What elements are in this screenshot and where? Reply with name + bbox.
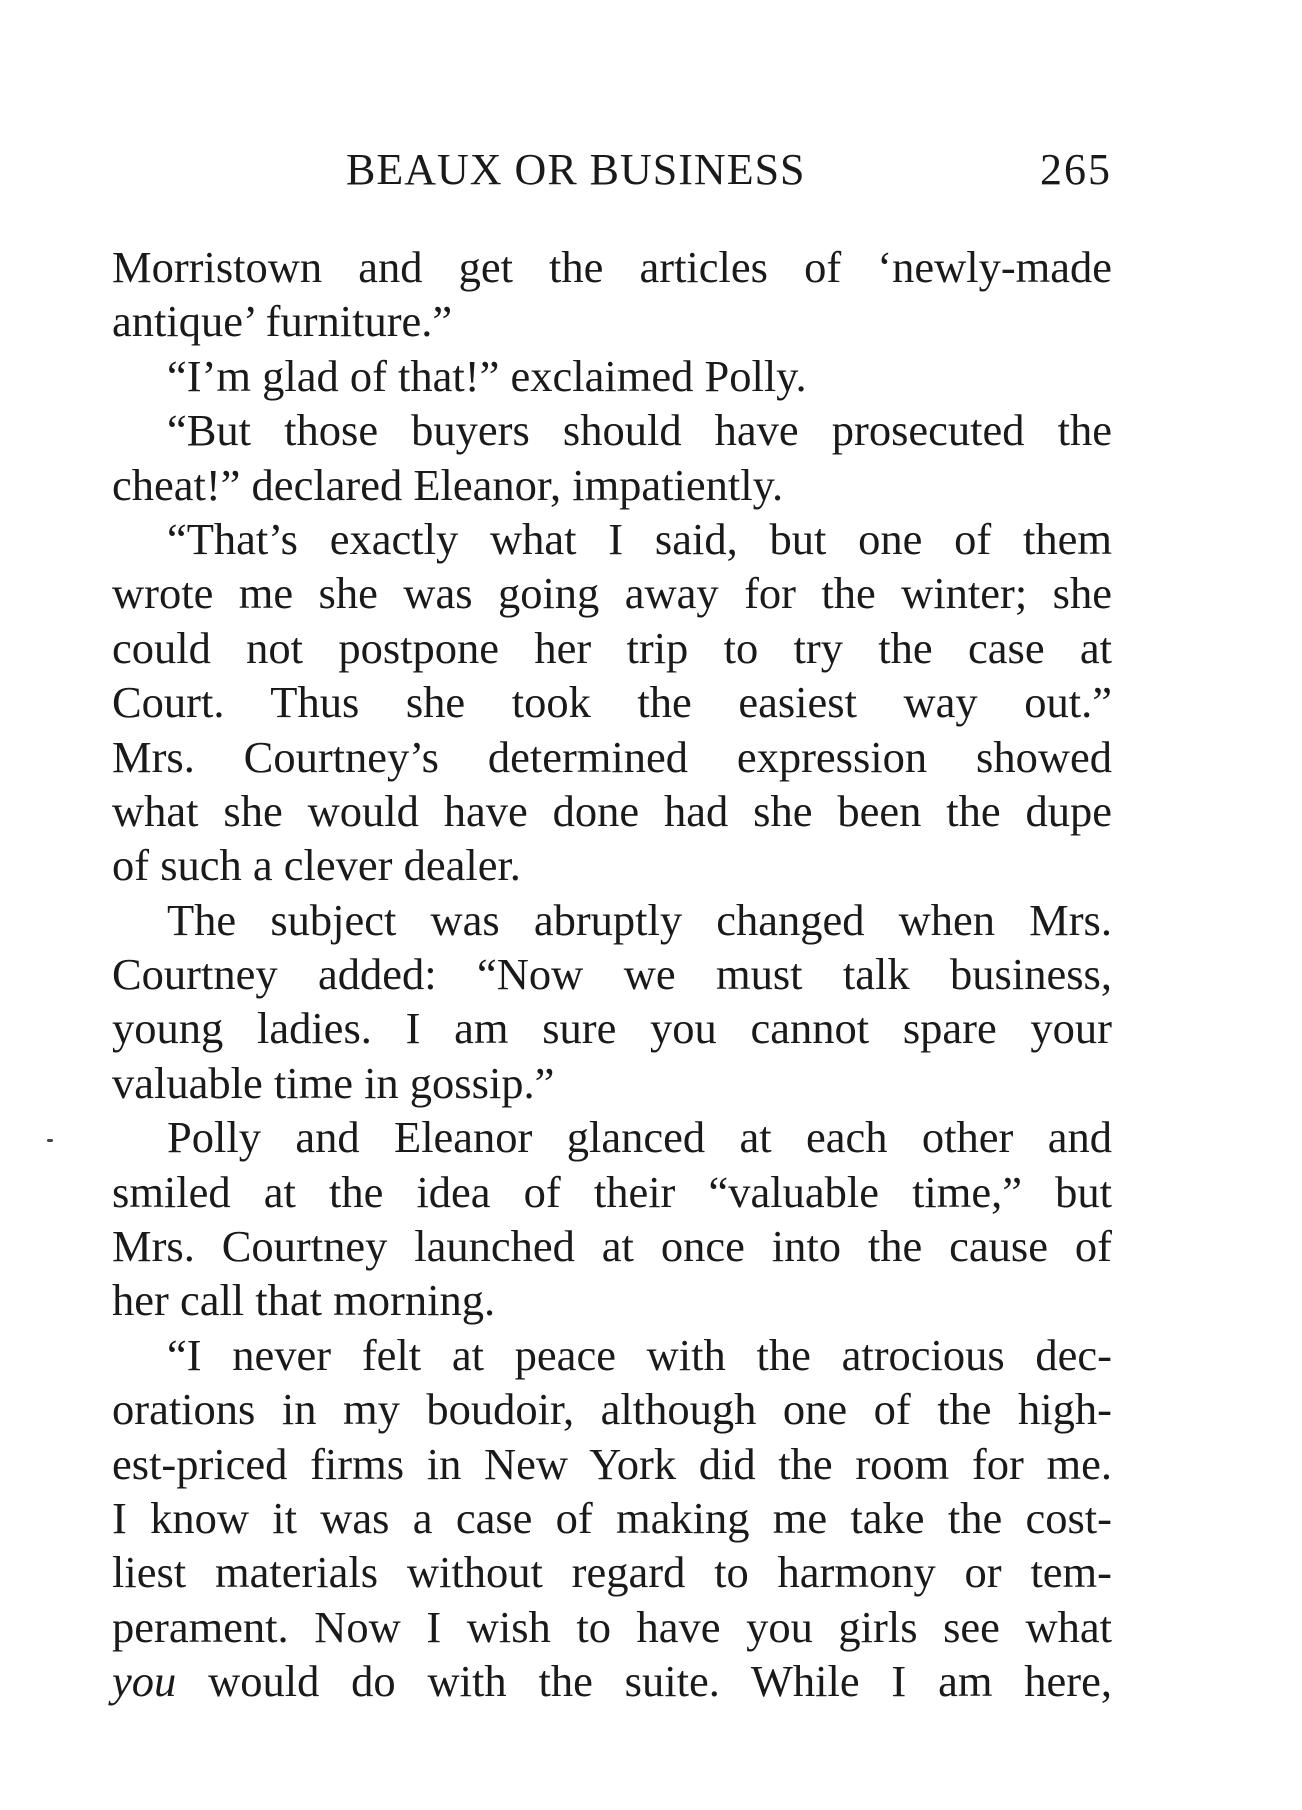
text-line: her call that morning. — [112, 1275, 496, 1326]
text-line: Courtney added: “Now we must talk business, — [112, 949, 1112, 1000]
text-line: of such a clever dealer. — [112, 840, 521, 891]
text-line: Polly and Eleanor glanced at each other and — [167, 1112, 1112, 1163]
text-line: wrote me she was going away for the winter; she — [112, 568, 1112, 619]
text-line: “I’m glad of that!” exclaimed Polly. — [167, 350, 807, 401]
text-line: liest materials without regard to harmony or tem- — [112, 1547, 1112, 1598]
text-line: est-priced firms in New York did the room for me. — [112, 1438, 1112, 1489]
running-head — [112, 140, 1112, 200]
text-line: what she would have done had she been the dupe — [112, 785, 1112, 836]
text-line: valuable time in gossip.” — [112, 1057, 555, 1108]
last-line-rest: would do with the suite. While I am here, — [176, 1656, 1112, 1707]
text-line: Morristown and get the articles of ‘newly-made — [112, 242, 1112, 292]
body-text — [112, 240, 1112, 1709]
text-line: “But those buyers should have prosecuted the — [167, 405, 1112, 456]
text-line: “That’s exactly what I said, but one of them — [167, 513, 1112, 564]
text-line: antique’ furniture.” — [112, 296, 453, 347]
text-line: “I never felt at peace with the atrocious dec- — [167, 1329, 1112, 1380]
text-line: The subject was abruptly changed when Mrs. — [167, 894, 1112, 945]
text-line: could not postpone her trip to try the case at — [112, 622, 1112, 673]
text-line: smiled at the idea of their “valuable time,” but — [112, 1166, 1112, 1217]
running-head-title: BEAUX OR BUSINESS — [346, 145, 806, 194]
text-line: young ladies. I am sure you cannot spare your — [112, 1003, 1112, 1054]
text-line-last — [112, 1654, 1112, 1708]
text-line: Mrs. Courtney’s determined expression showed — [112, 731, 1112, 782]
text-line: I know it was a case of making me take the cost- — [112, 1492, 1112, 1543]
italic-word: you — [112, 1656, 177, 1707]
page-number: 265 — [1040, 145, 1112, 194]
text-line: Mrs. Courtney launched at once into the cause of — [112, 1221, 1112, 1272]
text-line: Court. Thus she took the easiest way out.” — [112, 677, 1112, 728]
text-line: cheat!” declared Eleanor, impatiently. — [112, 459, 784, 510]
margin-speck — [47, 1139, 53, 1142]
text-line: orations in my boudoir, although one of the high- — [112, 1384, 1112, 1435]
text-line: perament. Now I wish to have you girls see what — [112, 1601, 1112, 1652]
